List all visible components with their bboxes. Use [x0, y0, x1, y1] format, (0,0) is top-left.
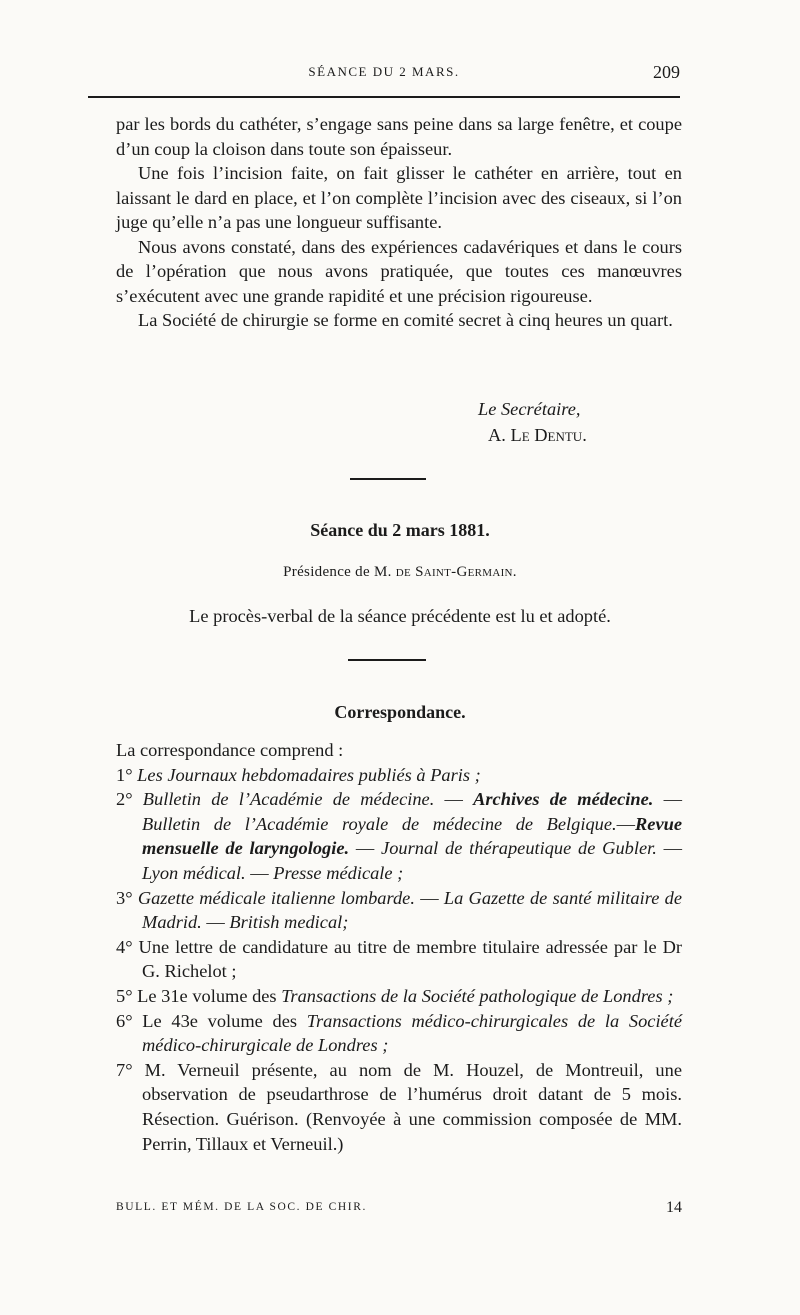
item-number: 3° — [116, 887, 133, 908]
item-number: 2° — [116, 789, 133, 810]
correspondance-intro: La correspondance comprend : — [116, 740, 344, 760]
journal-title: La Gazette de santé militaire de Madrid. — [142, 887, 682, 933]
item-title: Transactions médico-chirurgicales de la Société médico-chirurgicale de Londres ; — [142, 1010, 682, 1056]
header-rule — [88, 96, 680, 98]
signature-title: Le Secrétaire, — [478, 399, 581, 419]
correspondance-item: 2° Bulletin de l’Académie de médecine. — Archives de médecine. — Bulletin de l’Académie royale de médecine de Belgique.—Revue mensuelle de laryngologie. — Journal de thérapeutique de Gubler. — Lyon médical. — Presse médicale ; — [116, 789, 682, 883]
item-number: 1° — [116, 764, 133, 785]
correspondance-item — [116, 984, 682, 1009]
journal-title: Bulletin de l’Académie de médecine. — [142, 789, 435, 810]
item-text: Une lettre de candidature au titre de membre titulaire adressée par le Dr G. Richelot ; — [138, 936, 682, 982]
presidence-name: de Saint-Germain. — [395, 564, 517, 580]
page-number: 209 — [653, 62, 680, 82]
journal-title: Bulletin de l’Académie royale de médecine de Belgique. — [142, 813, 617, 834]
item-number: 7° — [116, 1059, 133, 1080]
section-divider — [350, 478, 426, 480]
journal-title: Journal de thérapeutique de Gubler. — [381, 838, 657, 859]
presidence-prefix: Présidence de M. — [283, 564, 392, 580]
paragraph: La Société de chirurgie se forme en comité secret à cinq heures un quart. — [138, 310, 673, 330]
journal-title: Revue mensuelle de laryngologie. — [142, 813, 682, 859]
correspondance-item: 3° Gazette médicale italienne lombarde. — La Gazette de santé militaire de Madrid. — British medical; — [116, 887, 682, 933]
sheet-number: 14 — [666, 1199, 682, 1216]
journal-title: Archives de médecine. — [473, 789, 654, 810]
signature-name: A. Le Dentu. — [488, 425, 587, 445]
running-title: SÉANCE DU 2 MARS. — [308, 64, 460, 79]
running-header — [88, 62, 680, 86]
item-text: Le 43e volume des — [142, 1010, 298, 1031]
seance-title: Séance du 2 mars 1881. — [310, 520, 490, 540]
section-divider — [348, 659, 426, 661]
journal-title: British medical; — [229, 912, 349, 933]
correspondance-item — [116, 1009, 682, 1058]
journal-title: Presse médicale ; — [273, 862, 404, 883]
item-number: 4° — [116, 936, 133, 957]
item-title: Transactions de la Société pathologique de Londres ; — [281, 985, 674, 1006]
journal-title: Lyon médical. — [142, 862, 246, 883]
correspondance-item — [116, 1058, 682, 1156]
correspondance-item — [116, 935, 682, 984]
paragraph: Une fois l’incision faite, on fait glisser le cathéter en arrière, tout en laissant le dard en place, et l’on complète l’incision avec des ciseaux, si l’on juge qu’elle n’a pas une longueur suffisante. — [116, 163, 682, 232]
item-text: Les Journaux hebdomadaires publiés à Paris ; — [137, 764, 481, 785]
proces-verbal-line: Le procès-verbal de la séance précédente est lu et adopté. — [189, 606, 611, 626]
correspondance-heading: Correspondance. — [334, 702, 466, 722]
item-text: Le 31e volume des — [137, 985, 277, 1006]
continuation-text — [116, 112, 682, 333]
footer-signature-text: BULL. ET MÉM. DE LA SOC. DE CHIR. — [116, 1201, 367, 1213]
correspondance-body — [116, 738, 682, 1156]
correspondance-item — [116, 763, 682, 788]
item-number: 6° — [116, 1010, 133, 1031]
paragraph: Nous avons constaté, dans des expériences cadavériques et dans le cours de l’opération que nous avons pratiquée, que toutes ces manœuvres s’exécutent avec une grande rapidité et une précision rigoureuse. — [116, 236, 682, 306]
item-text: M. Verneuil présente, au nom de M. Houzel, de Montreuil, une observation de pseudarthrose de l’humérus droit datant de 5 mois. Résection. Guérison. (Renvoyée à une commission composée de MM. Perrin, Tillaux et Verneuil.) — [142, 1059, 682, 1154]
paragraph: par les bords du cathéter, s’engage sans peine dans sa large fenêtre, et coupe d’un coup la cloison dans toute son épaisseur. — [116, 114, 682, 159]
journal-title: Gazette médicale italienne lombarde. — [137, 887, 415, 908]
presidence-line — [0, 564, 800, 581]
item-number: 5° — [116, 985, 133, 1006]
secretary-signature — [116, 396, 682, 448]
signature-footer — [116, 1201, 682, 1221]
